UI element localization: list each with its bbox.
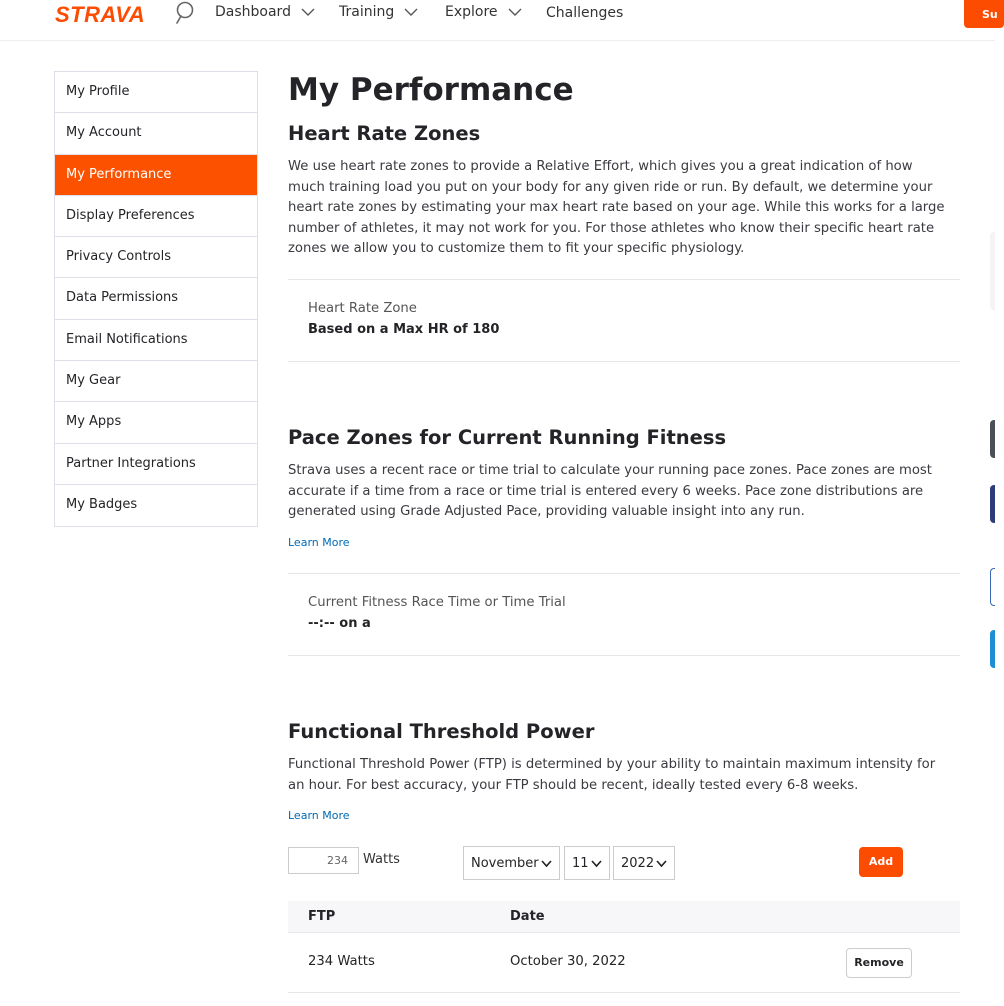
top-navigation: [0, 0, 998, 41]
sidebar-item-privacy-controls[interactable]: Privacy Controls: [55, 237, 257, 278]
right-rail-thumbnail[interactable]: [990, 630, 995, 668]
sidebar-item-my-badges[interactable]: My Badges: [66, 496, 138, 512]
right-rail-thumbnail[interactable]: [990, 420, 995, 458]
sidebar-item-my-account[interactable]: My Account: [55, 113, 257, 154]
nav-explore-label: Explore: [445, 4, 498, 20]
remove-ftp-button[interactable]: Remove: [846, 948, 912, 978]
subscribe-button[interactable]: Su: [964, 0, 1004, 28]
day-select-value: 11: [572, 855, 589, 871]
ftp-heading: Functional Threshold Power: [288, 720, 595, 743]
divider: [288, 655, 960, 656]
right-rail-button[interactable]: [990, 568, 995, 606]
nav-explore[interactable]: [445, 4, 522, 20]
month-select-value: November: [471, 855, 539, 871]
ftp-description: Functional Threshold Power (FTP) is determined by your ability to maintain maximum intensity for an hour. For best accuracy, your FTP should be recent, ideally tested every 6-8 weeks.: [288, 757, 936, 793]
ftp-table-header: [288, 901, 960, 933]
date-cell: October 30, 2022: [510, 954, 626, 969]
divider: [288, 279, 960, 280]
fitness-race-label: Current Fitness Race Time or Time Trial: [308, 595, 566, 610]
heart-rate-description: We use heart rate zones to provide a Relative Effort, which gives you a great indication of how much training load you put on your body for any given ride or run. By default, we determine your heart rate zones by estimating your max heart rate based on your age. While this works for a large number of athletes, it may not work for you. For those athletes who know their specific heart rate zones we allow you to customize them to fit your specific physiology.: [288, 159, 945, 256]
heart-rate-zone-value: Based on a Max HR of 180: [308, 322, 500, 337]
heart-rate-zone-label: Heart Rate Zone: [308, 301, 417, 316]
strava-logo[interactable]: STRAVA: [55, 2, 146, 27]
nav-challenges-label: Challenges: [546, 5, 624, 21]
ftp-watts-input[interactable]: 234: [288, 847, 359, 874]
ftp-column-header: FTP: [308, 909, 336, 924]
year-select[interactable]: [613, 846, 675, 880]
divider: [288, 361, 960, 362]
year-select-value: 2022: [621, 855, 655, 871]
ftp-cell: 234 Watts: [308, 954, 375, 969]
sidebar-item-my-gear[interactable]: My Gear: [55, 361, 257, 402]
right-rail-thumbnail[interactable]: [990, 485, 995, 523]
sidebar-item-my-performance[interactable]: My Performance: [55, 155, 257, 196]
search-icon[interactable]: [174, 1, 196, 25]
sidebar-item-data-permissions[interactable]: Data Permissions: [55, 278, 257, 319]
right-rail-panel: [990, 232, 995, 310]
heart-rate-heading: Heart Rate Zones: [288, 122, 481, 145]
chevron-down-icon: [508, 8, 522, 16]
add-ftp-button[interactable]: Add: [859, 847, 903, 877]
date-column-header: Date: [510, 909, 545, 924]
nav-training-label: Training: [339, 4, 395, 20]
nav-dashboard-label: Dashboard: [215, 4, 291, 20]
ftp-learn-more-link[interactable]: Learn More: [288, 809, 350, 822]
chevron-down-icon: [541, 860, 552, 867]
sidebar-item-display-preferences[interactable]: Display Preferences: [55, 196, 257, 237]
day-select[interactable]: [564, 846, 610, 880]
fitness-race-value: --:-- on a: [308, 616, 371, 631]
chevron-down-icon: [301, 8, 315, 16]
nav-training[interactable]: [339, 4, 418, 20]
sidebar-item-my-profile[interactable]: My Profile: [55, 72, 257, 113]
table-row: [288, 933, 960, 993]
pace-zones-heading: Pace Zones for Current Running Fitness: [288, 426, 727, 449]
sidebar-item-email-notifications[interactable]: Email Notifications: [55, 320, 257, 361]
chevron-down-icon: [656, 860, 667, 867]
month-select[interactable]: [463, 846, 560, 880]
pace-learn-more-link[interactable]: Learn More: [288, 536, 350, 549]
nav-dashboard[interactable]: [215, 4, 315, 20]
nav-challenges[interactable]: [546, 5, 623, 21]
divider: [288, 573, 960, 574]
watts-unit-label: Watts: [363, 852, 400, 867]
sidebar-item-partner-integrations[interactable]: Partner Integrations: [55, 444, 257, 485]
pace-zones-description: Strava uses a recent race or time trial to calculate your running pace zones. Pace zones are most accurate if a time from a race or time trial is entered every 6 weeks. Pace zone distributions are generated using Grade Adjusted Pace, providing valuable insight into any run.: [288, 463, 932, 519]
chevron-down-icon: [591, 860, 602, 867]
chevron-down-icon: [404, 8, 418, 16]
page-title: My Performance: [288, 72, 574, 108]
settings-sidebar: [54, 71, 258, 527]
sidebar-item-my-apps[interactable]: My Apps: [55, 402, 257, 443]
